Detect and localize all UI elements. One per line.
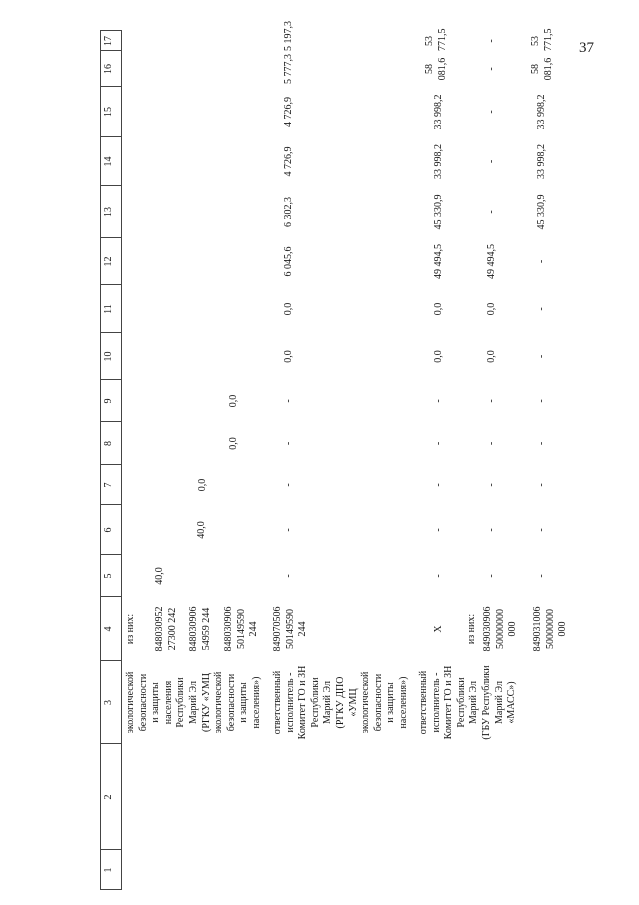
column-number: 12 <box>103 256 114 267</box>
value-cell: - <box>283 399 294 403</box>
value-cell: - <box>486 574 497 578</box>
column-number: 11 <box>103 304 114 314</box>
column-number: 16 <box>103 64 114 74</box>
value-cell: 58 081,6 <box>530 57 554 81</box>
value-cell: 4 726,9 <box>283 97 294 127</box>
executor-cell: экологической безопасности и защиты населения Республики Марий Эл (РГКУ «УМЦ экологической безопасности и защиты населения») <box>125 671 262 734</box>
value-cell: - <box>283 483 294 487</box>
value-cell: - <box>486 528 497 532</box>
value-cell: 45 330,9 <box>536 194 547 230</box>
value-cell: - <box>433 399 444 403</box>
budget-code-cell: 849031006 50000000 000 <box>532 606 569 652</box>
budget-code-cell: 848030952 27300 242 <box>154 606 178 652</box>
page-number: 37 <box>579 40 594 56</box>
value-cell: 53 771,5 <box>424 28 448 51</box>
value-cell: 0,0 <box>486 350 497 363</box>
budget-code-cell: 848030906 50149590 244 <box>223 606 260 652</box>
value-cell: 0,0 <box>433 350 444 363</box>
column-number: 7 <box>103 482 114 488</box>
value-cell: 6 045,6 <box>283 246 294 277</box>
value-cell: 0,0 <box>228 437 239 450</box>
column-number: 4 <box>103 626 114 632</box>
budget-code-cell: из них: <box>466 613 477 645</box>
value-cell: 40,0 <box>154 567 165 585</box>
value-cell: 49 494,5 <box>433 244 444 279</box>
value-cell: 0,0 <box>228 394 239 408</box>
value-cell: 49 494,5 <box>486 244 497 279</box>
column-number: 3 <box>103 700 114 705</box>
value-cell: 0,0 <box>433 302 444 316</box>
executor-cell: ответственный исполнитель - Комитет ГО и ЗН Республики Марий Эл (РГКУ ДПО «УМЦ экологической безопасности и защиты населения») <box>272 665 409 740</box>
budget-code-cell: 848030906 54959 244 <box>188 606 212 652</box>
value-cell: - <box>486 39 497 43</box>
column-number: 6 <box>103 527 114 533</box>
column-number: 13 <box>103 207 114 217</box>
value-cell: - <box>433 528 444 532</box>
value-cell: - <box>283 528 294 532</box>
value-cell: - <box>536 307 547 311</box>
value-cell: - <box>536 441 547 446</box>
column-number: 9 <box>103 398 114 404</box>
value-cell: 5 197,3 <box>283 21 294 51</box>
value-cell: 6 302,3 <box>283 197 294 227</box>
value-cell: - <box>433 574 444 578</box>
value-cell: - <box>536 354 547 359</box>
budget-code-cell: X <box>433 625 444 633</box>
value-cell: - <box>536 528 547 532</box>
budget-code-cell: 849030906 50000000 000 <box>482 606 519 652</box>
value-cell: - <box>536 483 547 487</box>
data-table <box>100 21 630 890</box>
value-cell: 58 081,6 <box>424 57 448 81</box>
value-cell: - <box>536 259 547 264</box>
value-cell: - <box>486 441 497 446</box>
table-header-row <box>100 30 122 890</box>
value-cell: 0,0 <box>283 302 294 316</box>
budget-code-cell: 849070506 50149590 244 <box>272 606 309 652</box>
value-cell: 0,0 <box>486 302 497 316</box>
value-cell: 40,0 <box>196 521 207 539</box>
value-cell: 53 771,5 <box>530 28 554 51</box>
value-cell: - <box>486 210 497 214</box>
value-cell: 33 998,2 <box>536 94 547 130</box>
column-number: 5 <box>103 573 114 579</box>
value-cell: - <box>283 574 294 578</box>
column-number: 15 <box>103 107 114 117</box>
value-cell: - <box>486 159 497 164</box>
value-cell: 45 330,9 <box>433 194 444 230</box>
value-cell: 33 998,2 <box>536 144 547 179</box>
value-cell: 4 726,9 <box>283 146 294 177</box>
value-cell: - <box>536 574 547 578</box>
value-cell: 0,0 <box>283 350 294 363</box>
value-cell: - <box>486 110 497 114</box>
value-cell: - <box>536 399 547 403</box>
value-cell: - <box>283 441 294 446</box>
column-number: 8 <box>103 441 114 446</box>
column-number: 1 <box>103 867 114 873</box>
executor-cell: ответственный исполнитель - Комитет ГО и ЗН Республики Марий Эл (ГБУ Республики Марий Эл «МАСС») <box>418 665 518 740</box>
column-number: 2 <box>103 794 114 800</box>
value-cell: 33 998,2 <box>433 94 444 130</box>
value-cell: 5 777,3 <box>283 54 294 84</box>
column-number: 17 <box>103 36 114 46</box>
value-cell: - <box>486 67 497 71</box>
value-cell: - <box>486 483 497 487</box>
value-cell: - <box>433 441 444 446</box>
value-cell: 0,0 <box>197 478 208 492</box>
value-cell: - <box>433 483 444 487</box>
column-number: 14 <box>103 156 114 167</box>
budget-code-cell: из них: <box>125 613 136 645</box>
value-cell: 33 998,2 <box>433 144 444 179</box>
value-cell: - <box>486 399 497 403</box>
column-number: 10 <box>103 351 114 362</box>
